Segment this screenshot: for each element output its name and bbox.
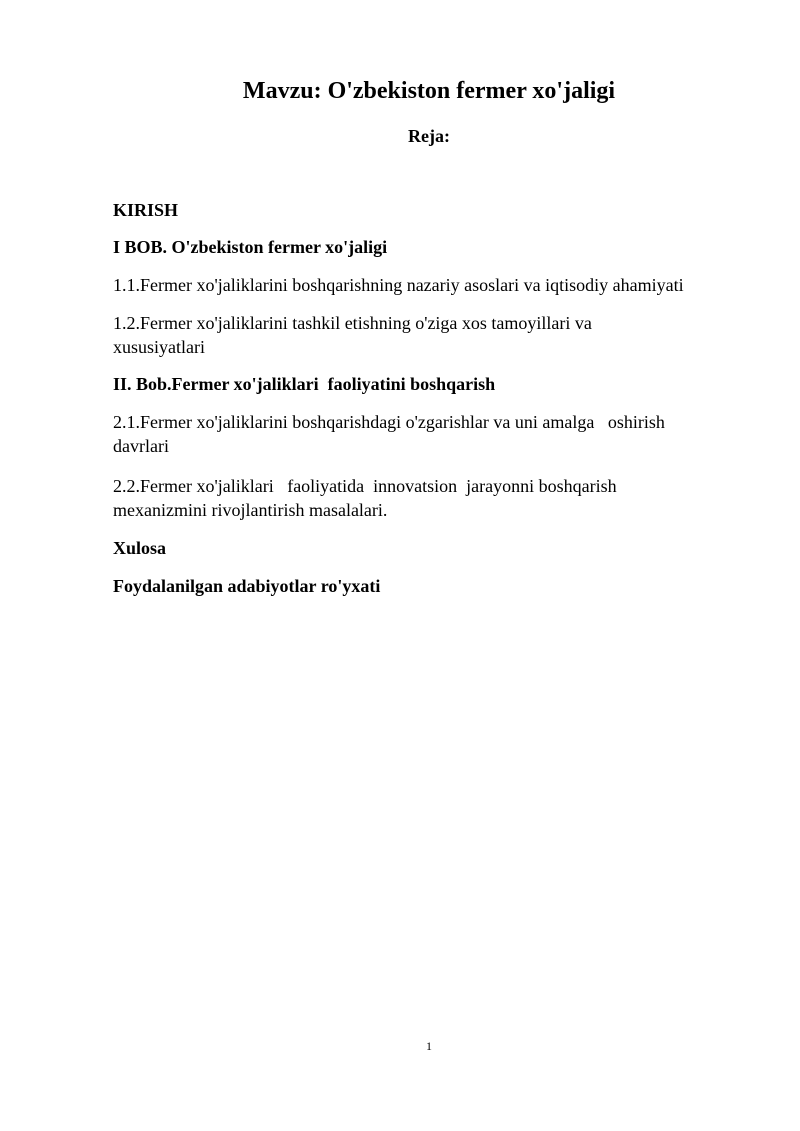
plan-heading: Reja:: [408, 126, 450, 146]
toc-item-section-1-2: 1.2.Fermer xo'jaliklarini tashkil etishning o'ziga xos tamoyillari va xususiyatlari: [113, 313, 597, 357]
toc-item-section-2-1: 2.1.Fermer xo'jaliklarini boshqarishdagi o'zgarishlar va uni amalga oshirish davrlari: [113, 412, 670, 456]
toc-item-chapter-2: II. Bob.Fermer xo'jaliklari faoliyatini boshqarish: [113, 374, 496, 394]
toc-item-introduction: KIRISH: [113, 200, 179, 220]
document-title: Mavzu: O'zbekiston fermer xo'jaligi: [242, 78, 616, 104]
toc-item-section-1-1: 1.1.Fermer xo'jaliklarini boshqarishning nazariy asoslari va iqtisodiy ahamiyati: [113, 275, 684, 295]
toc-item-section-2-2: 2.2.Fermer xo'jaliklari faoliyatida innovatsion jarayonni boshqarish mexanizmini rivojlantirish masalalari.: [113, 476, 622, 520]
toc-item-chapter-1: I BOB. O'zbekiston fermer xo'jaligi: [113, 237, 388, 257]
toc-item-conclusion: Xulosa: [113, 538, 167, 558]
page-number: 1: [426, 1039, 432, 1053]
toc-item-references: Foydalanilgan adabiyotlar ro'yxati: [113, 576, 381, 596]
